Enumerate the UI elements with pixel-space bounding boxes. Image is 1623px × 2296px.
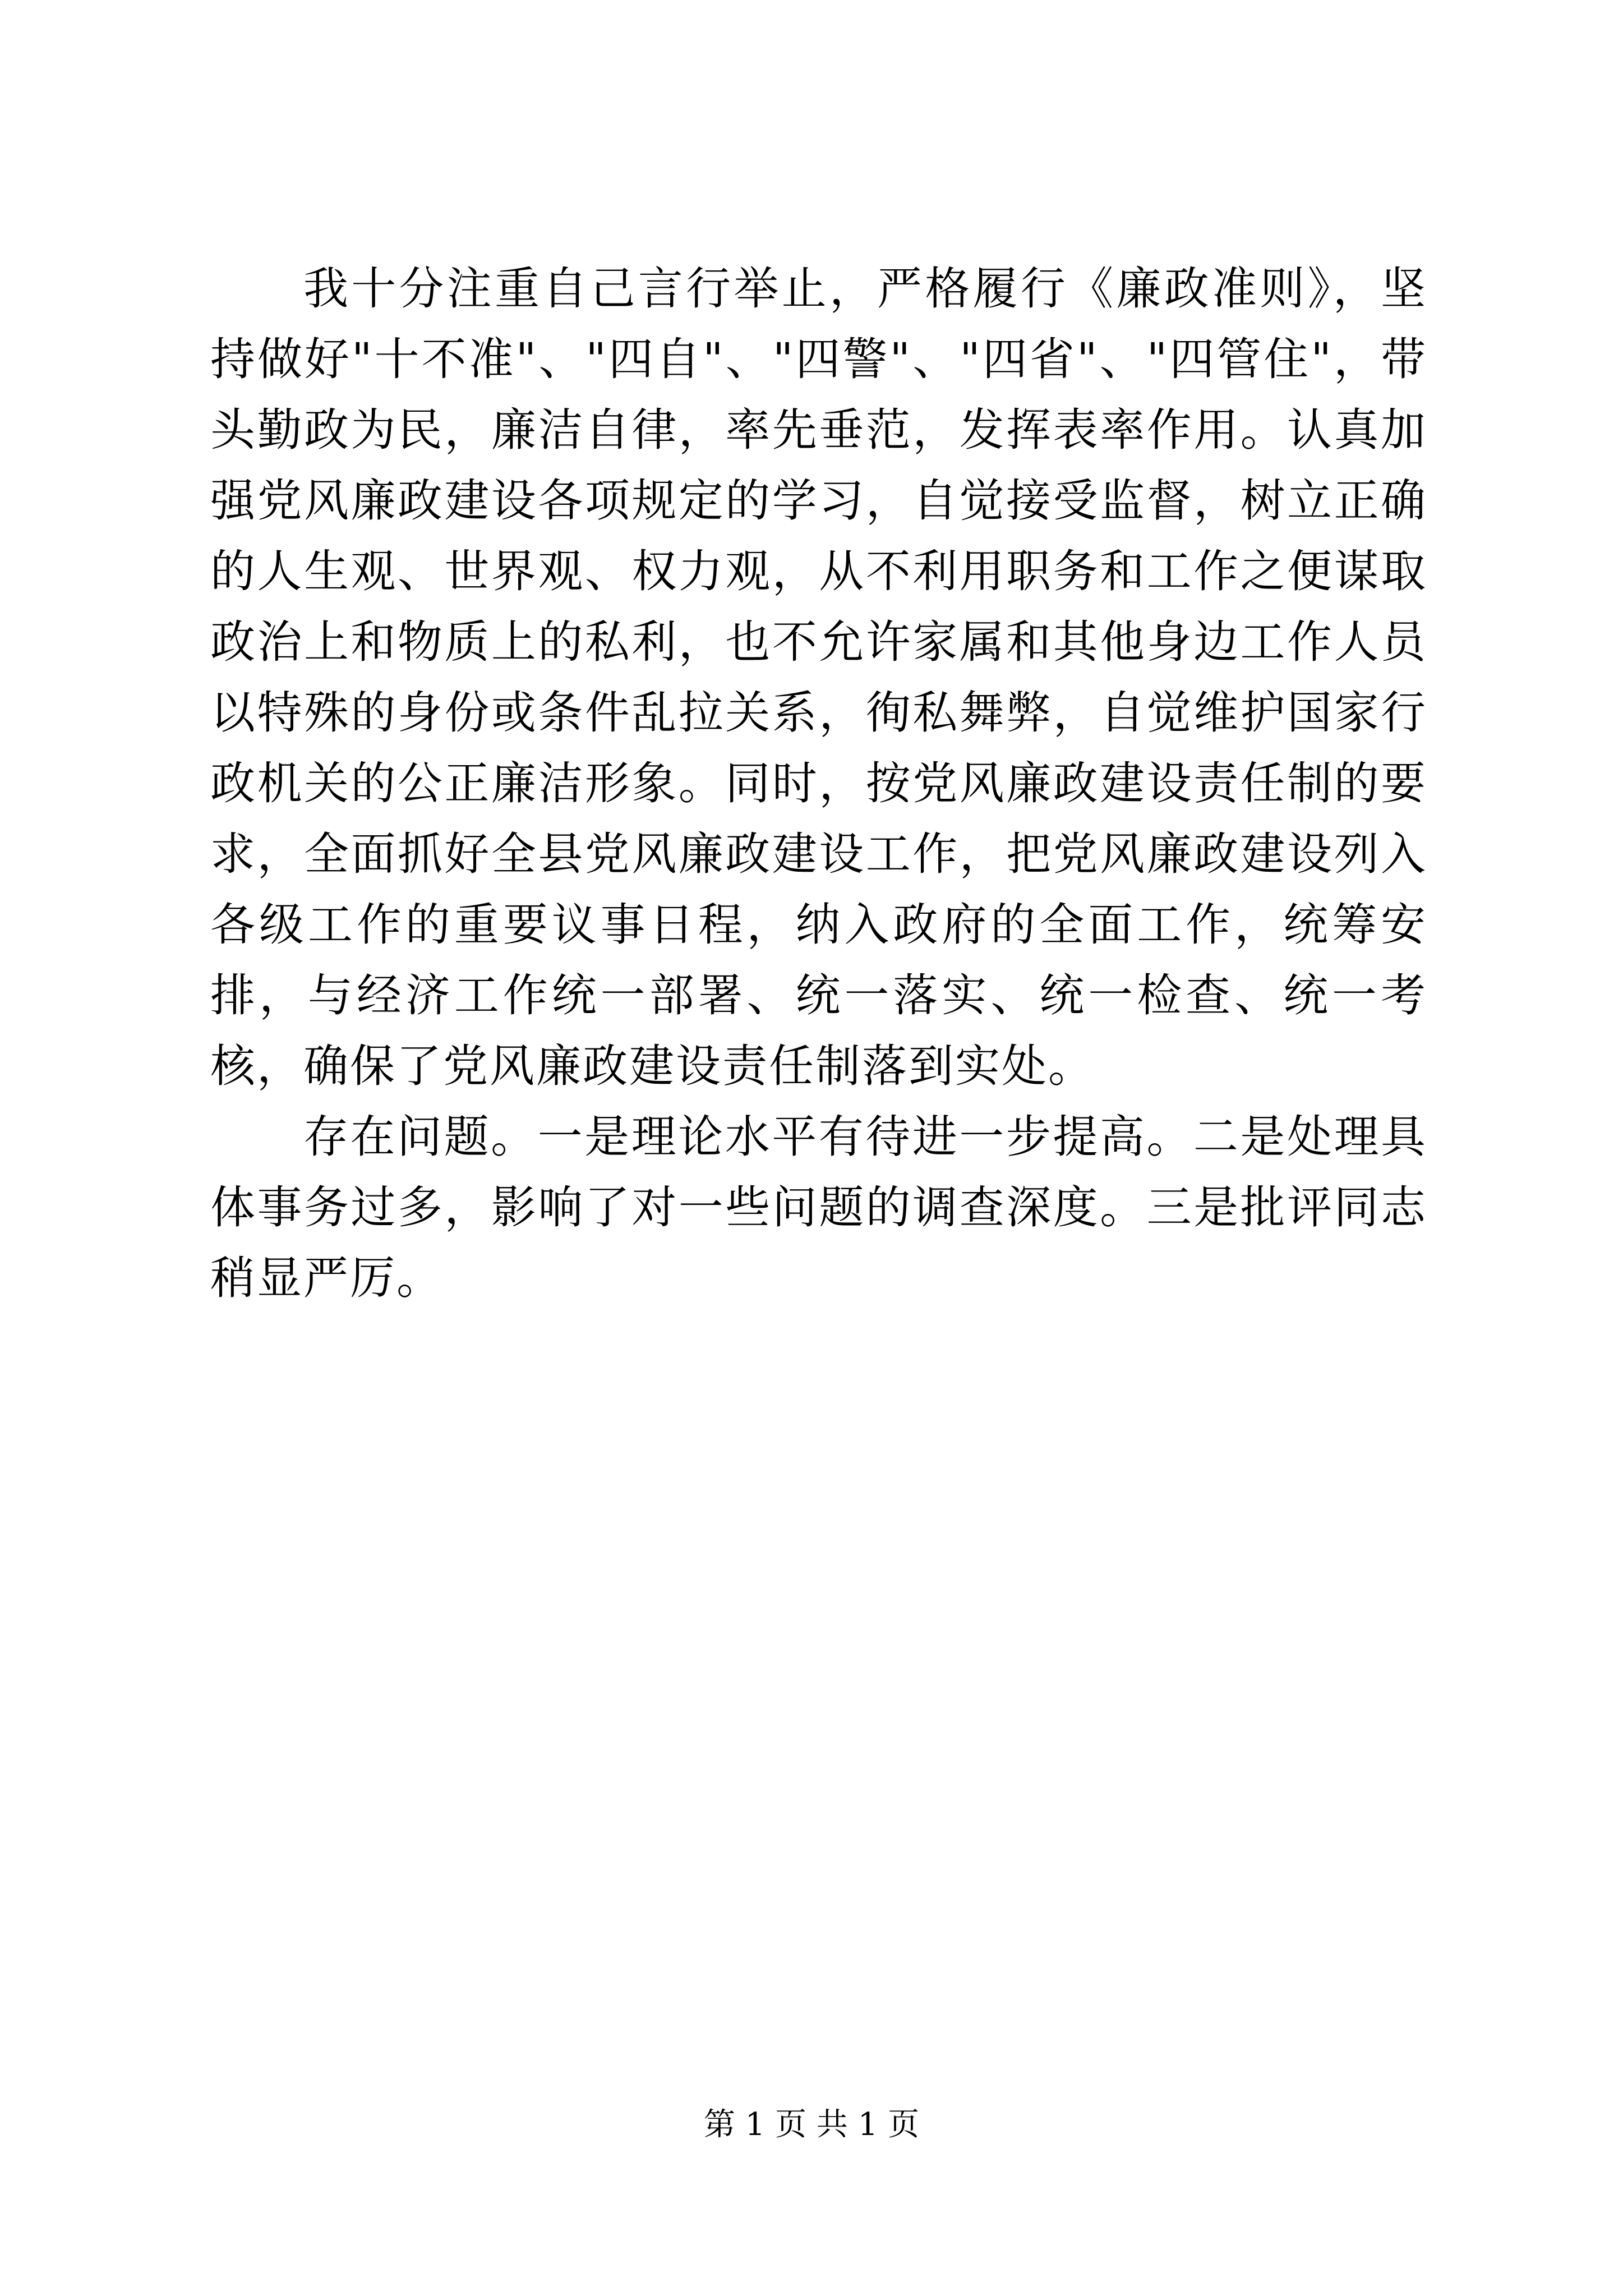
paragraph-integrity: 我十分注重自己言行举止，严格履行《廉政准则》，坚持做好"十不准"、"四自"、"四警"、"四省"、"四管住"，带头勤政为民，廉洁自律，率先垂范，发挥表率作用。认真加强党风廉政建设各项规定的学习，自觉接受监督，树立正确的人生观、世界观、权力观，从不利用职务和工作之便谋取政治上和物质上的私利，也不允许家属和其他身边工作人员以特殊的身份或条件乱拉关系，徇私舞弊，自觉维护国家行政机关的公正廉洁形象。同时，按党风廉政建设责任制的要求，全面抓好全县党风廉政建设工作，把党风廉政建设列入各级工作的重要议事日程，纳入政府的全面工作，统筹安排，与经济工作统一部署、统一落实、统一检查、统一考核，确保了党风廉政建设责任制落到实处。: [210, 263, 1427, 1092]
page-footer: 第 1 页 共 1 页: [703, 2106, 920, 2143]
paragraph-problems: 存在问题。一是理论水平有待进一步提高。二是处理具体事务过多，影响了对一些问题的调查深度。三是批评同志稍显严厉。: [210, 1111, 1427, 1304]
document-body: [210, 254, 1427, 1314]
